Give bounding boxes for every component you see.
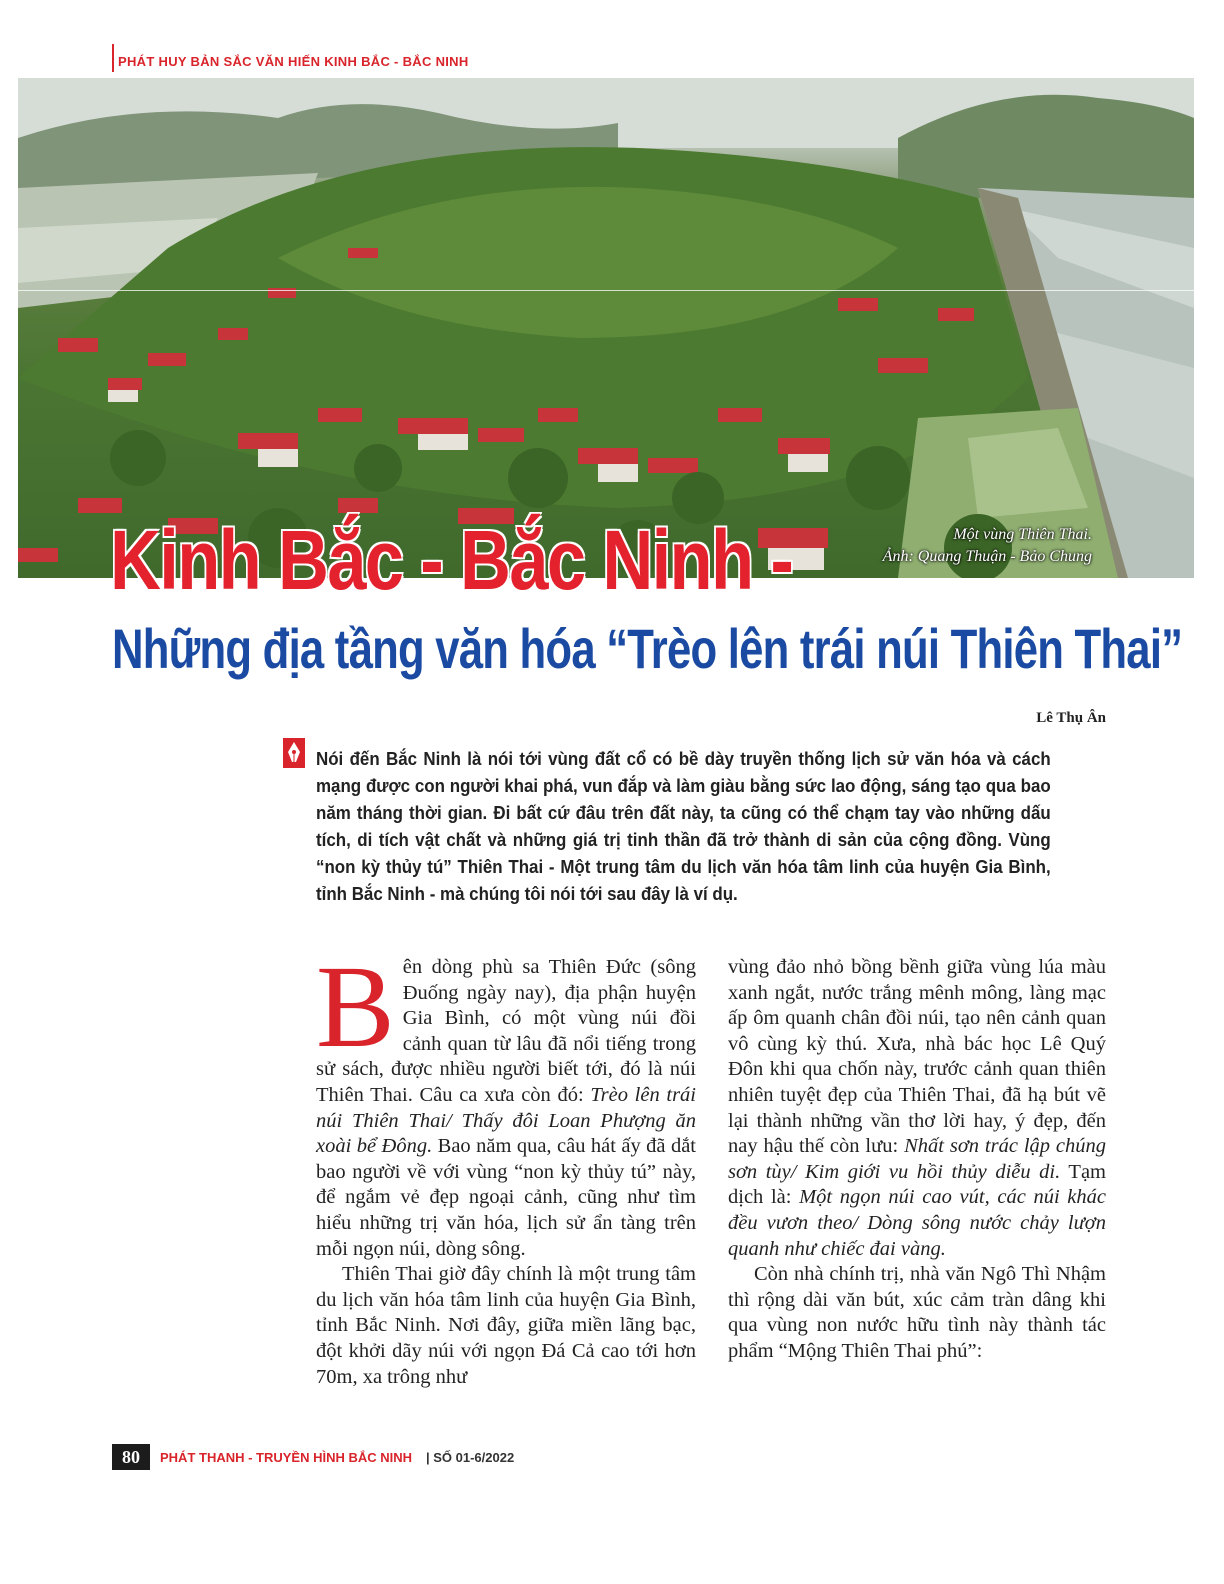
body-text: ên dòng phù sa Thiên Đức (sông Đuống ngày nay), địa phận huyện Gia Bình, có một vùng núi đồi cảnh quan từ lâu đã nổi tiếng trong sử sách, được nhiều người biết tới, đó là núi Thiên Thai. Câu ca xưa còn đó:: [316, 956, 696, 1106]
body-paragraph: Còn nhà chính trị, nhà văn Ngô Thì Nhậm thì rộng dài văn bút, xúc cảm tràn dâng khi qua vùng non nước hữu tình này thành tác phẩm “Mộng Thiên Thai phú”:: [728, 1263, 1106, 1362]
section-label: PHÁT HUY BẢN SẮC VĂN HIẾN KINH BẮC - BẮC NINH: [118, 54, 469, 69]
hero-divider: [18, 290, 1194, 291]
body-paragraph: Thiên Thai giờ đây chính là một trung tâm du lịch văn hóa tâm linh của huyện Gia Bình, tỉnh Bắc Ninh. Nơi đây, giữa miền lãng bạc, đột khởi dãy núi với ngọn Đá Cả cao tới hơn 70m, xa trông như: [316, 1263, 696, 1388]
article-subtitle: Những địa tầng văn hóa “Trèo lên trái núi Thiên Thai”: [112, 617, 1183, 680]
poem-quote: Nhất sơn trác lập chúng sơn tùy/ Kim giới vu hồi thủy diễu di.: [728, 1135, 1107, 1183]
article-title: Kinh Bắc - Bắc Ninh -: [110, 513, 793, 607]
fountain-pen-icon: [283, 738, 305, 768]
body-text: vùng đảo nhỏ bồng bềnh giữa vùng lúa màu xanh ngắt, nước trắng mênh mông, làng mạc ấp ôm quanh chân đồi núi, tạo nên cảnh quan vô cùng kỳ thú. Xưa, nhà bác học Lê Quý Đôn khi qua chốn này, trước cảnh quan thiên nhiên tuyệt đẹp của Thiên Thai, đã hạ bút vẽ lại thành những vần thơ lời hay, ý đẹp, đến nay hậu thế còn lưu:: [728, 956, 1106, 1158]
body-paragraph: [316, 941, 696, 1262]
aerial-landscape-illustration: [18, 78, 1194, 578]
caption-credit: Ảnh: Quang Thuận - Bảo Chung: [882, 548, 1092, 565]
hero-photo: [18, 78, 1194, 578]
body-column-1: [316, 941, 696, 1390]
page-number: 80: [112, 1444, 150, 1470]
body-column-2: [728, 955, 1106, 1365]
caption-title: Một vùng Thiên Thai.: [953, 526, 1092, 543]
drop-cap: B: [316, 941, 395, 1072]
body-text: Tạm dịch là:: [728, 1160, 1106, 1209]
article-author: Lê Thụ Ân: [1036, 710, 1106, 726]
issue-number: | SỐ 01-6/2022: [426, 1450, 515, 1465]
photo-caption: [883, 524, 1092, 568]
poem-translation: Một ngọn núi cao vút, các núi khác đều vươn theo/ Dòng sông nước chảy lượn quanh như chiếc đai vàng.: [728, 1186, 1106, 1260]
folk-verse-quote: Trèo lên trái núi Thiên Thai/ Thấy đôi Loan Phượng ăn xoài bể Đông.: [316, 1083, 696, 1158]
publication-name: PHÁT THANH - TRUYỀN HÌNH BẮC NINH: [160, 1450, 413, 1465]
body-text: Bao năm qua, câu hát ấy đã dắt bao người về với vùng “non kỳ thủy tú” này, để ngắm vẻ đẹp ngoại cảnh, cũng như tìm hiểu những trị văn hóa, lịch sử ẩn tàng trên mỗi ngọn núi, dòng sông.: [316, 1135, 696, 1260]
body-paragraph: [728, 955, 1106, 1262]
section-rule: [112, 44, 114, 72]
lead-paragraph: Nói đến Bắc Ninh là nói tới vùng đất cổ có bề dày truyền thống lịch sử văn hóa và cách mạng được con người khai phá, vun đắp và làm giàu bằng sức lao động, sáng tạo qua bao năm tháng thời gian. Đi bất cứ đâu trên đất này, ta cũng có thể chạm tay vào những dấu tích, di tích vật chất và những giá trị tinh thần đã trở thành di sản của cộng đồng. Vùng “non kỳ thủy tú” Thiên Thai - Một trung tâm du lịch văn hóa tâm linh của huyện Gia Bình, tỉnh Bắc Ninh - mà chúng tôi nói tới sau đây là ví dụ.: [316, 749, 1051, 904]
